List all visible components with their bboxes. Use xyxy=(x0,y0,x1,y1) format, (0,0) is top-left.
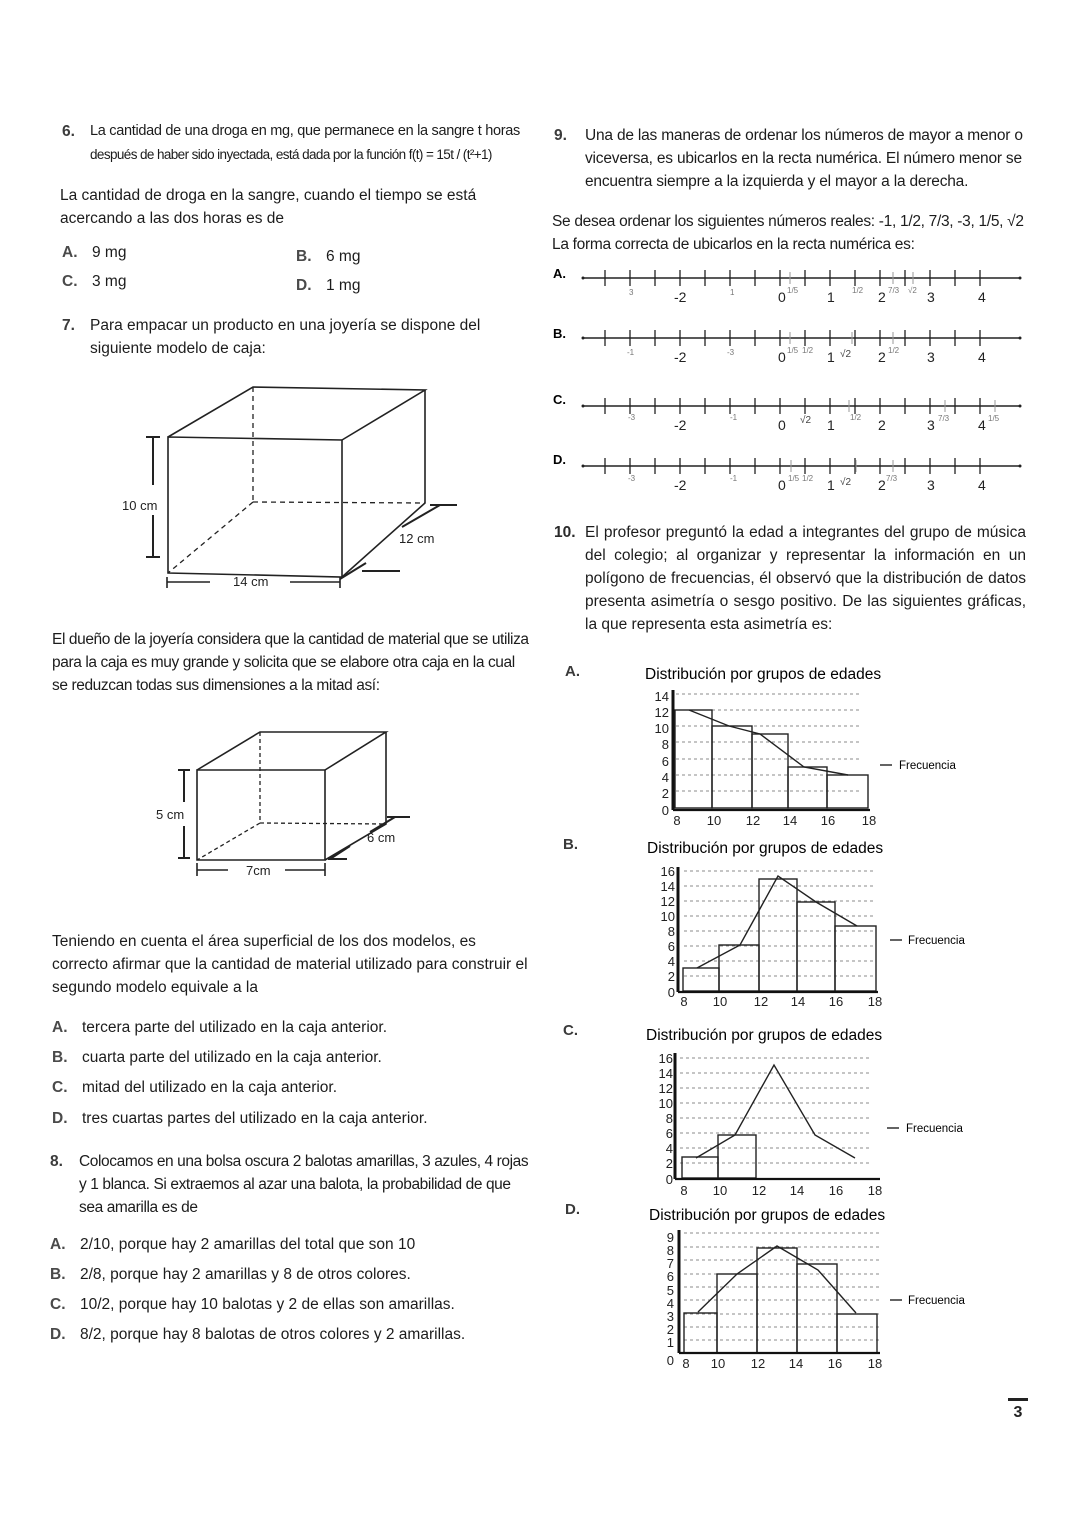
svg-text:-3: -3 xyxy=(628,413,636,422)
question-7 xyxy=(52,314,530,360)
svg-text:Frecuencia: Frecuencia xyxy=(908,935,965,947)
svg-text:4: 4 xyxy=(978,417,986,433)
chart-d xyxy=(640,1200,970,1375)
svg-text:7/3: 7/3 xyxy=(938,414,950,423)
q7-option-b[interactable] xyxy=(52,1046,382,1069)
svg-text:16: 16 xyxy=(658,1051,673,1066)
chart-option-c-label[interactable]: C. xyxy=(563,1022,578,1039)
option-letter: A. xyxy=(62,244,78,261)
svg-text:-2: -2 xyxy=(674,349,687,365)
svg-text:1: 1 xyxy=(827,349,835,365)
svg-text:-1: -1 xyxy=(730,413,738,422)
option-letter: B. xyxy=(50,1266,66,1283)
svg-text:6: 6 xyxy=(661,754,669,769)
svg-text:Frecuencia: Frecuencia xyxy=(899,760,956,772)
option-text: 1 mg xyxy=(326,277,361,294)
q8-option-a[interactable] xyxy=(50,1233,415,1256)
svg-text:16: 16 xyxy=(827,1356,843,1371)
svg-text:6: 6 xyxy=(667,939,675,954)
svg-text:8: 8 xyxy=(682,1356,690,1371)
svg-text:7/3: 7/3 xyxy=(886,474,898,483)
svg-text:12: 12 xyxy=(660,894,675,909)
svg-text:0: 0 xyxy=(665,1172,673,1187)
svg-text:1: 1 xyxy=(827,417,835,433)
svg-text:10: 10 xyxy=(712,994,728,1009)
svg-text:18: 18 xyxy=(867,1356,883,1371)
svg-text:12: 12 xyxy=(751,1183,767,1198)
svg-text:1/2: 1/2 xyxy=(802,346,814,355)
svg-text:-1: -1 xyxy=(627,348,635,357)
svg-text:14: 14 xyxy=(788,1356,804,1371)
svg-text:14: 14 xyxy=(654,689,669,704)
svg-text:2: 2 xyxy=(878,289,886,305)
svg-text:2: 2 xyxy=(878,349,886,365)
svg-text:Distribución por grupos de eda: Distribución por grupos de edades xyxy=(647,840,884,857)
svg-text:1: 1 xyxy=(827,477,835,493)
svg-text:12: 12 xyxy=(745,813,761,828)
box1-height-label: 10 cm xyxy=(122,498,158,513)
option-letter: B. xyxy=(52,1049,68,1066)
question-6-line2: después de haber sido inyectada, está dada por la función f(t) = 15t / (t²+1) xyxy=(90,147,492,162)
q6-option-b[interactable] xyxy=(296,245,360,268)
question-10 xyxy=(552,521,1026,636)
question-10-stem: El profesor preguntó la edad a integrantes del grupo de música del colegio; al organizar y representar la información en un polígono de frecuencias, él observó que la distribución de datos presenta asimetría o sesgo positivo. De las siguientes gráficas, la que representa esta asimetría es: xyxy=(585,524,1026,633)
option-text: cuarta parte del utilizado en la caja anterior. xyxy=(82,1049,382,1066)
svg-text:-3: -3 xyxy=(727,348,735,357)
option-text: 10/2, porque hay 10 balotas y 2 de ellas son amarillas. xyxy=(80,1296,455,1313)
svg-text:√2: √2 xyxy=(840,477,852,488)
svg-text:8: 8 xyxy=(680,1183,688,1198)
svg-text:Distribución por grupos de eda: Distribución por grupos de edades xyxy=(646,1027,883,1044)
page-number-bar xyxy=(1008,1398,1028,1401)
option-letter: C. xyxy=(50,1296,66,1313)
question-6-stem: La cantidad de droga en la sangre, cuando el tiempo se está acercando a las dos horas es de xyxy=(60,187,477,227)
svg-text:0: 0 xyxy=(667,985,675,1000)
svg-text:8: 8 xyxy=(665,1111,673,1126)
svg-text:8: 8 xyxy=(666,1243,674,1258)
q8-option-d[interactable] xyxy=(50,1323,465,1346)
option-letter: D. xyxy=(296,277,312,294)
svg-text:Distribución por grupos de eda: Distribución por grupos de edades xyxy=(649,1207,886,1224)
question-number: 10. xyxy=(554,524,576,541)
box2-width-label: 7cm xyxy=(246,863,271,878)
svg-text:-2: -2 xyxy=(674,417,687,433)
q7-option-c[interactable] xyxy=(52,1076,337,1099)
question-number: 7. xyxy=(62,317,75,334)
svg-text:16: 16 xyxy=(828,1183,844,1198)
q8-option-b[interactable] xyxy=(50,1263,411,1286)
svg-text:12: 12 xyxy=(750,1356,766,1371)
svg-text:7/3: 7/3 xyxy=(888,286,900,295)
option-text: 2/8, porque hay 2 amarillas y 8 de otros colores. xyxy=(80,1266,411,1283)
box2-depth-label: 6 cm xyxy=(367,830,396,845)
question-7-middle: El dueño de la joyería considera que la cantidad de material que se utiliza para la caja es muy grande y solicita que se elabore otra caja en la cual se reduzcan todas sus dimensiones a la mitad así: xyxy=(52,631,529,694)
svg-text:2: 2 xyxy=(666,1322,674,1337)
option-letter: B. xyxy=(296,248,312,265)
option-letter: A. xyxy=(50,1236,66,1253)
svg-text:√2: √2 xyxy=(840,349,852,360)
number-line-a xyxy=(553,266,1022,305)
svg-text:8: 8 xyxy=(661,737,669,752)
option-letter: C. xyxy=(52,1079,68,1096)
svg-text:C.: C. xyxy=(553,392,566,407)
box-diagram-small xyxy=(150,720,410,885)
svg-text:9: 9 xyxy=(666,1230,674,1245)
q8-option-c[interactable] xyxy=(50,1293,455,1316)
chart-option-d-label[interactable]: D. xyxy=(565,1201,580,1218)
box1-width-label: 14 cm xyxy=(233,574,269,589)
svg-text:-3: -3 xyxy=(628,474,636,483)
svg-text:2: 2 xyxy=(878,477,886,493)
svg-text:12: 12 xyxy=(654,705,669,720)
svg-text:0: 0 xyxy=(666,1353,674,1368)
svg-text:4: 4 xyxy=(666,1296,674,1311)
q6-option-a[interactable] xyxy=(62,241,126,264)
svg-text:12: 12 xyxy=(753,994,769,1009)
option-text: 2/10, porque hay 2 amarillas del total que son 10 xyxy=(80,1236,416,1253)
svg-text:4: 4 xyxy=(661,770,669,785)
svg-text:1/5: 1/5 xyxy=(787,286,799,295)
svg-text:1/2: 1/2 xyxy=(802,474,814,483)
option-text: 8/2, porque hay 8 balotas de otros colores y 2 amarillas. xyxy=(80,1326,466,1343)
svg-text:4: 4 xyxy=(978,289,986,305)
svg-text:1/5: 1/5 xyxy=(788,474,800,483)
svg-text:8: 8 xyxy=(667,924,675,939)
chart-option-b-label[interactable]: B. xyxy=(563,836,578,853)
svg-text:8: 8 xyxy=(673,813,681,828)
svg-text:Distribución por grupos de eda: Distribución por grupos de edades xyxy=(645,666,882,683)
svg-text:10: 10 xyxy=(706,813,722,828)
svg-text:1/5: 1/5 xyxy=(988,414,1000,423)
svg-text:16: 16 xyxy=(828,994,844,1009)
question-9 xyxy=(552,124,1028,193)
svg-text:1/5: 1/5 xyxy=(787,346,799,355)
number-lines xyxy=(550,260,1030,500)
svg-text:0: 0 xyxy=(661,803,669,818)
svg-text:4: 4 xyxy=(978,477,986,493)
option-text: 6 mg xyxy=(326,248,361,265)
svg-text:14: 14 xyxy=(660,879,675,894)
svg-text:-1: -1 xyxy=(730,474,738,483)
svg-text:7: 7 xyxy=(666,1256,674,1271)
svg-text:8: 8 xyxy=(680,994,688,1009)
svg-text:10: 10 xyxy=(712,1183,728,1198)
option-text: tercera parte del utilizado en la caja anterior. xyxy=(82,1019,388,1036)
svg-text:1/2: 1/2 xyxy=(852,286,864,295)
option-text: 3 mg xyxy=(92,273,127,290)
svg-text:Frecuencia: Frecuencia xyxy=(908,1295,965,1307)
option-letter: A. xyxy=(52,1019,68,1036)
question-9-line2: La forma correcta de ubicarlos en la recta numérica es: xyxy=(552,236,915,253)
option-text: tres cuartas partes del utilizado en la caja anterior. xyxy=(82,1110,428,1127)
svg-text:√2: √2 xyxy=(908,286,917,295)
svg-text:10: 10 xyxy=(654,721,669,736)
option-text: mitad del utilizado en la caja anterior. xyxy=(82,1079,338,1096)
svg-text:14: 14 xyxy=(789,1183,805,1198)
chart-a xyxy=(640,660,960,832)
svg-text:14: 14 xyxy=(658,1066,673,1081)
svg-text:0: 0 xyxy=(778,417,786,433)
svg-text:10: 10 xyxy=(658,1096,673,1111)
svg-text:4: 4 xyxy=(665,1141,673,1156)
chart-c xyxy=(640,1020,970,1200)
page-number: 3 xyxy=(1008,1398,1028,1422)
svg-text:3: 3 xyxy=(927,289,935,305)
svg-text:1: 1 xyxy=(666,1335,674,1350)
question-number: 9. xyxy=(554,127,567,144)
svg-text:B.: B. xyxy=(553,326,566,341)
q7-option-d[interactable] xyxy=(52,1107,428,1130)
number-line-c xyxy=(553,392,1022,433)
chart-option-a-label[interactable]: A. xyxy=(565,663,580,680)
svg-text:18: 18 xyxy=(861,813,877,828)
question-8 xyxy=(48,1150,530,1219)
question-8-stem: Colocamos en una bolsa oscura 2 balotas amarillas, 3 azules, 4 rojas y 1 blanca. Si extraemos al azar una balota, la probabilidad de que sea amarilla es de xyxy=(79,1153,529,1216)
svg-text:4: 4 xyxy=(667,954,675,969)
option-letter: C. xyxy=(62,273,78,290)
q6-option-d[interactable] xyxy=(296,274,360,297)
option-letter: D. xyxy=(52,1110,68,1127)
q7-option-a[interactable] xyxy=(52,1016,387,1039)
svg-text:0: 0 xyxy=(778,349,786,365)
option-letter: D. xyxy=(50,1326,66,1343)
svg-text:2: 2 xyxy=(661,786,669,801)
number-line-b xyxy=(553,326,1022,365)
box2-height-label: 5 cm xyxy=(156,807,185,822)
question-number: 6. xyxy=(62,123,75,140)
svg-text:3: 3 xyxy=(629,288,634,297)
svg-text:5: 5 xyxy=(666,1283,674,1298)
svg-text:1: 1 xyxy=(730,288,735,297)
question-9-intro: Una de las maneras de ordenar los números de mayor a menor o viceversa, es ubicarlos en la recta numérica. El número menor se encuentra siempre a la izquierda y el mayor a la derecha. xyxy=(585,127,1023,190)
question-7-intro: Para empacar un producto en una joyería se dispone del siguiente modelo de caja: xyxy=(90,317,481,357)
svg-text:18: 18 xyxy=(867,994,883,1009)
svg-text:18: 18 xyxy=(867,1183,883,1198)
svg-text:√2: √2 xyxy=(800,415,812,426)
question-6-line1: La cantidad de una droga en mg, que permanece en la sangre t horas xyxy=(90,123,521,139)
svg-text:16: 16 xyxy=(820,813,836,828)
svg-text:14: 14 xyxy=(782,813,798,828)
svg-text:10: 10 xyxy=(660,909,675,924)
svg-text:-2: -2 xyxy=(674,477,687,493)
svg-text:D.: D. xyxy=(553,452,566,467)
svg-text:0: 0 xyxy=(778,289,786,305)
number-line-d xyxy=(553,452,1022,493)
box-diagram-large xyxy=(110,385,470,595)
svg-text:6: 6 xyxy=(666,1269,674,1284)
question-number: 8. xyxy=(50,1153,63,1170)
svg-text:3: 3 xyxy=(927,349,935,365)
svg-text:2: 2 xyxy=(667,969,675,984)
svg-text:2: 2 xyxy=(878,417,886,433)
svg-text:A.: A. xyxy=(553,266,566,281)
svg-text:2: 2 xyxy=(665,1156,673,1171)
q6-option-c[interactable] xyxy=(62,270,126,293)
svg-text:Frecuencia: Frecuencia xyxy=(906,1123,963,1135)
question-7-stem: Teniendo en cuenta el área superficial de los dos modelos, es correcto afirmar que la cantidad de material utilizado para construir el segundo modelo equivale a la xyxy=(52,933,528,996)
question-6 xyxy=(52,120,532,166)
question-9-line1: Se desea ordenar los siguientes números reales: -1, 1/2, 7/3, -3, 1/5, √2 xyxy=(552,213,1024,230)
svg-text:1/2: 1/2 xyxy=(850,413,862,422)
svg-text:3: 3 xyxy=(927,417,935,433)
svg-text:10: 10 xyxy=(710,1356,726,1371)
svg-text:-2: -2 xyxy=(674,289,687,305)
svg-text:6: 6 xyxy=(665,1126,673,1141)
svg-text:12: 12 xyxy=(658,1081,673,1096)
svg-text:14: 14 xyxy=(790,994,806,1009)
svg-text:1/2: 1/2 xyxy=(888,346,900,355)
svg-text:3: 3 xyxy=(927,477,935,493)
chart-b xyxy=(640,835,970,1010)
option-text: 9 mg xyxy=(92,244,127,261)
svg-text:4: 4 xyxy=(978,349,986,365)
box1-depth-label: 12 cm xyxy=(399,531,435,546)
svg-text:1: 1 xyxy=(827,289,835,305)
svg-text:3: 3 xyxy=(666,1309,674,1324)
svg-text:0: 0 xyxy=(778,477,786,493)
svg-text:16: 16 xyxy=(660,864,675,879)
